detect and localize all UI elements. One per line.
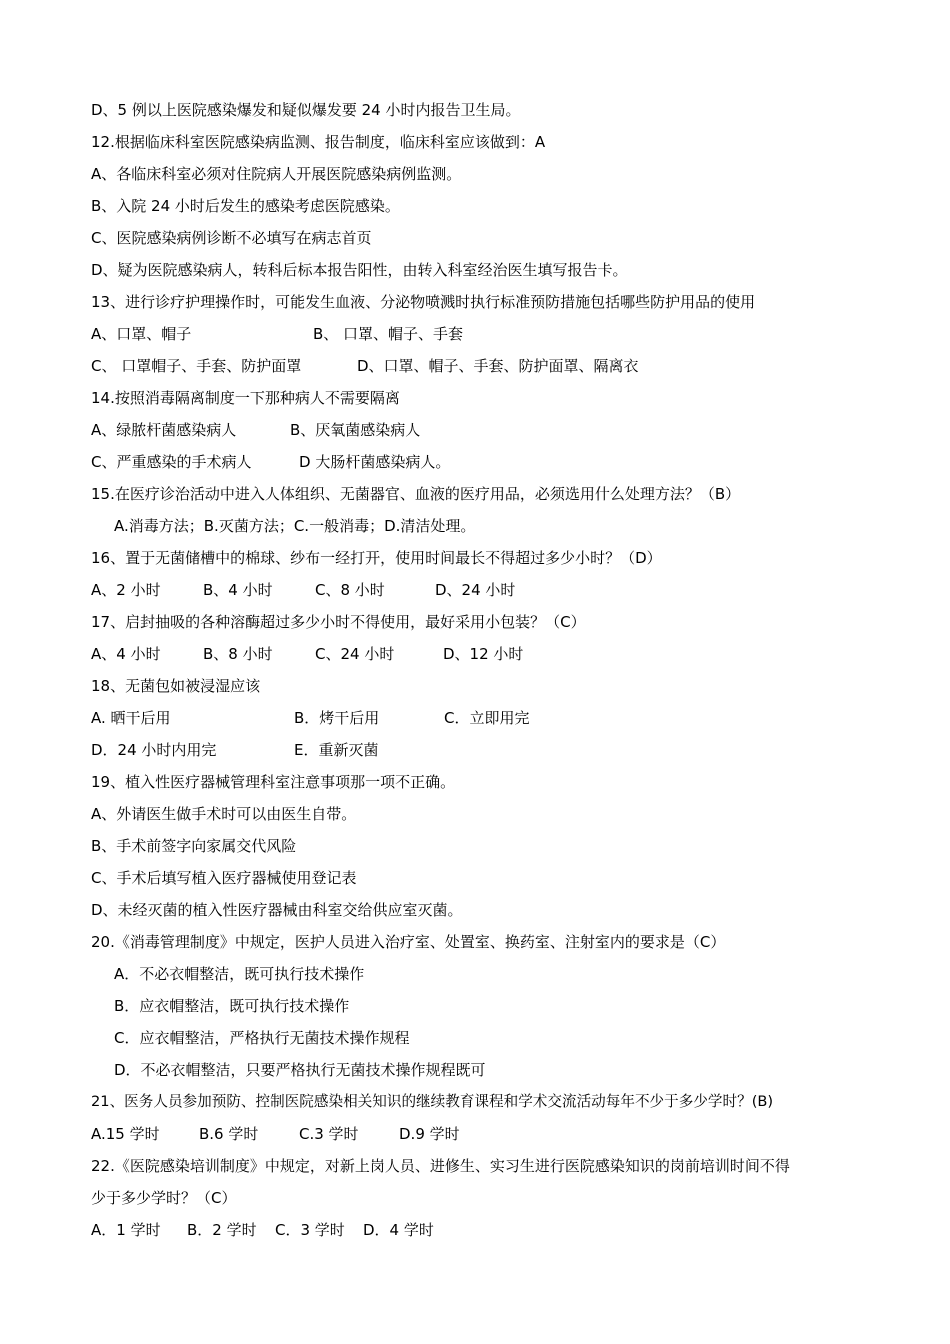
option-row — [91, 356, 639, 376]
question-16: 16、置于无菌储槽中的棉球、纱布一经打开，使用时间最长不得超过多少小时？（D） — [91, 549, 662, 567]
option-row — [91, 580, 515, 600]
option-line: C．应衣帽整洁，严格执行无菌技术操作规程 — [114, 1029, 410, 1047]
option-line: B、手术前签字向家属交代风险 — [91, 837, 297, 855]
option: D．24 小时内用完 — [91, 741, 217, 759]
option: B.6 学时 — [199, 1125, 259, 1143]
option-row — [91, 708, 529, 728]
text-line: 少于多少学时？（C） — [91, 1189, 237, 1207]
option: D 大肠杆菌感染病人。 — [299, 453, 451, 471]
option: B．2 学时 — [187, 1221, 257, 1239]
option: A. 晒干后用 — [91, 709, 171, 727]
question-15: 15.在医疗诊治活动中进入人体组织、无菌器官、血液的医疗用品，必须选用什么处理方法？（B） — [91, 485, 741, 503]
option-row — [91, 1124, 460, 1144]
option: C、8 小时 — [315, 581, 385, 599]
question-17: 17、启封抽吸的各种溶酶超过多少小时不得使用，最好采用小包装？（C） — [91, 613, 586, 631]
option: A、口罩、帽子 — [91, 325, 192, 343]
option: C、24 小时 — [315, 645, 395, 663]
option: C．3 学时 — [275, 1221, 345, 1239]
question-20: 20.《消毒管理制度》中规定，医护人员进入治疗室、处置室、换药室、注射室内的要求是（C） — [91, 933, 726, 951]
option: D.9 学时 — [399, 1125, 460, 1143]
option: A、2 小时 — [91, 581, 161, 599]
option: A.15 学时 — [91, 1125, 160, 1143]
option: C、严重感染的手术病人 — [91, 453, 252, 471]
option-row — [91, 1220, 434, 1240]
option-row — [91, 452, 450, 472]
question-12: 12.根据临床科室医院感染病监测、报告制度，临床科室应该做到：A — [91, 133, 546, 151]
option-line: B、入院 24 小时后发生的感染考虑医院感染。 — [91, 197, 400, 215]
option: C、 口罩帽子、手套、防护面罩 — [91, 357, 302, 375]
option: E．重新灭菌 — [294, 741, 379, 759]
question-21: 21、医务人员参加预防、控制医院感染相关知识的继续教育课程和学术交流活动每年不少于多少学时？(B) — [91, 1093, 774, 1110]
option: A．1 学时 — [91, 1221, 161, 1239]
option-row — [91, 644, 523, 664]
option: D、24 小时 — [435, 581, 516, 599]
option-line: A.消毒方法；B.灭菌方法；C.一般消毒；D.清洁处理。 — [114, 517, 476, 535]
text-line: D、5 例以上医院感染爆发和疑似爆发要 24 小时内报告卫生局。 — [91, 101, 521, 119]
option-line: D、疑为医院感染病人，转科后标本报告阳性，由转入科室经治医生填写报告卡。 — [91, 261, 628, 279]
question-14: 14.按照消毒隔离制度一下那种病人不需要隔离 — [91, 389, 400, 407]
option: D、12 小时 — [443, 645, 524, 663]
option: D．4 学时 — [363, 1221, 434, 1239]
option: A、4 小时 — [91, 645, 161, 663]
question-22: 22.《医院感染培训制度》中规定，对新上岗人员、进修生、实习生进行医院感染知识的岗前培训时间不得 — [91, 1157, 790, 1175]
option-line: A、各临床科室必须对住院病人开展医院感染病例监测。 — [91, 165, 462, 183]
option-line: D．不必衣帽整洁，只要严格执行无菌技术操作规程既可 — [114, 1061, 486, 1079]
option-line: A．不必衣帽整洁，既可执行技术操作 — [114, 965, 365, 983]
option-row — [91, 324, 463, 344]
option: B、 口罩、帽子、手套 — [313, 325, 464, 343]
option-row — [91, 420, 420, 440]
option-line: C、手术后填写植入医疗器械使用登记表 — [91, 869, 357, 887]
option-line: C、医院感染病例诊断不必填写在病志首页 — [91, 229, 372, 247]
option-line: D、未经灭菌的植入性医疗器械由科室交给供应室灭菌。 — [91, 901, 463, 919]
option: C.3 学时 — [299, 1125, 359, 1143]
option: B．烤干后用 — [294, 709, 380, 727]
option-line: B．应衣帽整洁，既可执行技术操作 — [114, 997, 350, 1015]
option-row — [91, 740, 378, 760]
question-18: 18、无菌包如被浸湿应该 — [91, 677, 261, 695]
option: B、4 小时 — [203, 581, 273, 599]
option: B、8 小时 — [203, 645, 273, 663]
option: A、绿脓杆菌感染病人 — [91, 421, 237, 439]
question-19: 19、植入性医疗器械管理科室注意事项那一项不正确。 — [91, 773, 456, 791]
option: B、厌氧菌感染病人 — [290, 421, 421, 439]
option-line: A、外请医生做手术时可以由医生自带。 — [91, 805, 357, 823]
question-13: 13、进行诊疗护理操作时，可能发生血液、分泌物喷溅时执行标准预防措施包括哪些防护用品的使用 — [91, 293, 756, 311]
option: D、口罩、帽子、手套、防护面罩、隔离衣 — [357, 357, 639, 375]
option: C．立即用完 — [444, 709, 530, 727]
